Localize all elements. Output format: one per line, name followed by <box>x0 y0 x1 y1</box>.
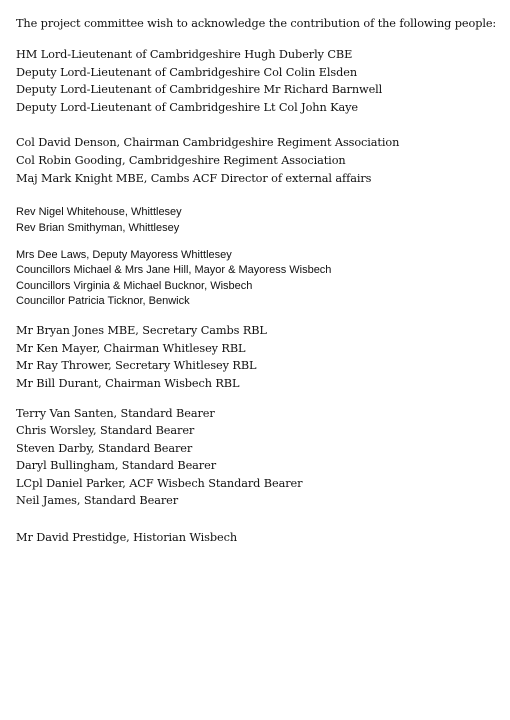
intro-text: The project committee wish to acknowledge the contribution of the following people: <box>16 17 497 30</box>
list-item: Councillors Michael & Mrs Jane Hill, Mayor & Mayoress Wisbech <box>16 264 332 276</box>
list-item: Terry Van Santen, Standard Bearer <box>16 407 215 420</box>
list-item: LCpl Daniel Parker, ACF Wisbech Standard Bearer <box>16 477 303 490</box>
list-item: Steven Darby, Standard Bearer <box>16 442 193 455</box>
list-item: Mr Bill Durant, Chairman Wisbech RBL <box>16 377 240 390</box>
list-item: Col Robin Gooding, Cambridgeshire Regiment Association <box>16 154 346 167</box>
list-item: Neil James, Standard Bearer <box>16 494 179 507</box>
list-item: Councillor Patricia Ticknor, Benwick <box>16 295 190 307</box>
list-item: Rev Brian Smithyman, Whittlesey <box>16 222 180 234</box>
list-item: Mrs Dee Laws, Deputy Mayoress Whittlesey <box>16 249 232 261</box>
list-item: Deputy Lord-Lieutenant of Cambridgeshire Col Colin Elsden <box>16 66 357 79</box>
list-item: Maj Mark Knight MBE, Cambs ACF Director of external affairs <box>16 172 372 185</box>
list-item: Mr Bryan Jones MBE, Secretary Cambs RBL <box>16 324 267 337</box>
historian-text: Mr David Prestidge, Historian Wisbech <box>16 531 237 544</box>
list-item: Councillors Virginia & Michael Bucknor, Wisbech <box>16 280 253 292</box>
list-item: Mr Ken Mayer, Chairman Whitlesey RBL <box>16 342 246 355</box>
list-item: HM Lord-Lieutenant of Cambridgeshire Hugh Duberly CBE <box>16 48 353 61</box>
list-item: Deputy Lord-Lieutenant of Cambridgeshire Mr Richard Barnwell <box>16 83 383 96</box>
list-item: Deputy Lord-Lieutenant of Cambridgeshire Lt Col John Kaye <box>16 101 358 114</box>
list-item: Chris Worsley, Standard Bearer <box>16 424 195 437</box>
list-item: Col David Denson, Chairman Cambridgeshire Regiment Association <box>16 136 400 149</box>
list-item: Mr Ray Thrower, Secretary Whitlesey RBL <box>16 359 257 372</box>
list-item: Daryl Bullingham, Standard Bearer <box>16 459 216 472</box>
list-item: Rev Nigel Whitehouse, Whittlesey <box>16 206 182 218</box>
